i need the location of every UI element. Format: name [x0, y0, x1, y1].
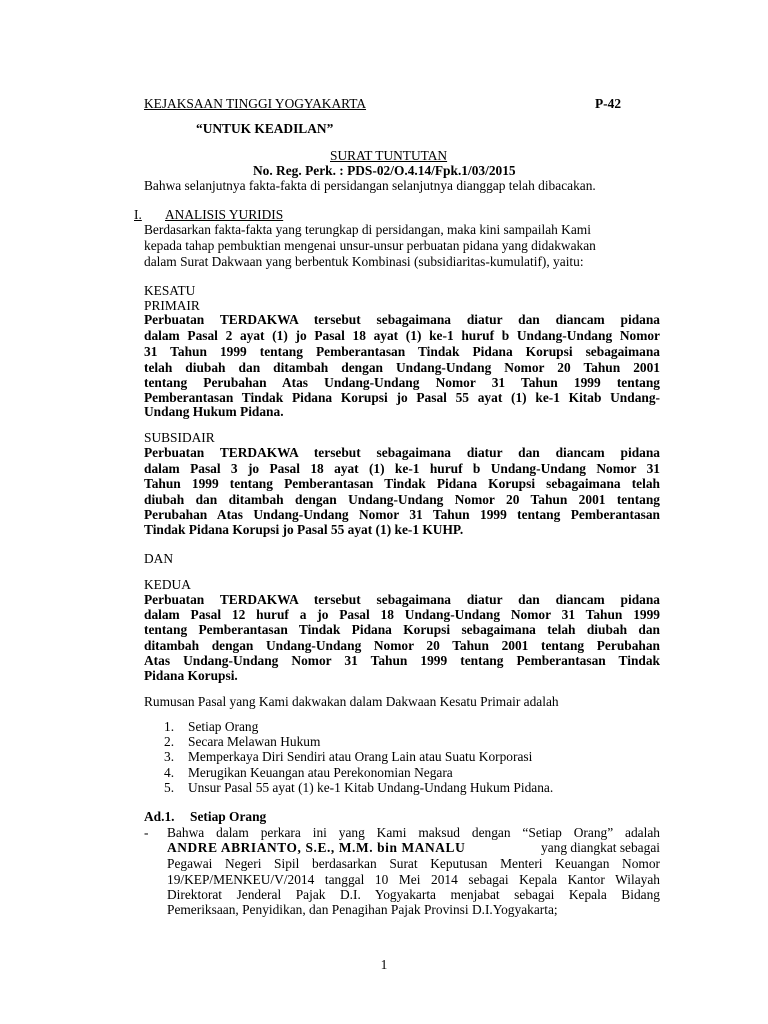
defendant-name: ANDRE ABRIANTO, S.E., M.M. bin MANALU [167, 840, 466, 855]
ad1-line: Direktorat Jenderal Pajak D.I. Yogyakarta menjabat sebagai Kepala Bidang [167, 887, 660, 902]
subsidair-line: diubah dan ditambah dengan Undang-Undang Nomor 20 Tahun 2001 tentang [144, 492, 660, 507]
ad1-line-rest: yang diangkat sebagai [541, 840, 660, 855]
primair-line: 31 Tahun 1999 tentang Pemberantasan Tindak Pidana Korupsi sebagaimana [144, 344, 660, 359]
kedua-line: ditambah dengan Undang-Undang Nomor 20 Tahun 2001 tentang Perubahan [144, 638, 660, 653]
list-number: 2. [164, 734, 175, 749]
ad1-line: 19/KEP/MENKEU/V/2014 tanggal 10 Mei 2014 sebagai Kepala Kantor Wilayah [167, 872, 660, 887]
dash-bullet: - [144, 825, 149, 840]
motto: “UNTUK KEADILAN” [196, 121, 334, 136]
list-item: Unsur Pasal 55 ayat (1) ke-1 Kitab Undang-Undang Hukum Pidana. [188, 780, 554, 795]
primair-line: Perbuatan TERDAKWA tersebut sebagaimana diatur dan diancam pidana [144, 312, 660, 327]
primair-line: Undang Hukum Pidana. [144, 404, 284, 419]
ad1-line: Pemeriksaan, Penyidikan, dan Penagihan Pajak Provinsi D.I.Yogyakarta; [167, 902, 558, 917]
kedua-label: KEDUA [144, 577, 191, 592]
list-number: 3. [164, 749, 175, 764]
list-item: Memperkaya Diri Sendiri atau Orang Lain atau Suatu Korporasi [188, 749, 533, 764]
section-heading: ANALISIS YURIDIS [165, 207, 284, 222]
list-item: Setiap Orang [188, 719, 259, 734]
section-para-line: kepada tahap pembuktian mengenai unsur-unsur perbuatan pidana yang didakwakan [144, 238, 596, 253]
registration-number: No. Reg. Perk. : PDS-02/O.4.14/Fpk.1/03/2015 [253, 163, 516, 178]
dan-label: DAN [144, 551, 174, 566]
list-number: 4. [164, 765, 175, 780]
kesatu-label: KESATU [144, 283, 196, 298]
kedua-line: tentang Pemberantasan Tindak Pidana Korupsi sebagaimana telah diubah dan [144, 622, 660, 637]
form-code: P-42 [595, 96, 622, 111]
ad1-heading: Setiap Orang [190, 809, 267, 824]
page-number: 1 [380, 957, 388, 972]
subsidair-line: Perbuatan TERDAKWA tersebut sebagaimana diatur dan diancam pidana [144, 445, 660, 460]
ad1-line: Bahwa dalam perkara ini yang Kami maksud dengan “Setiap Orang” adalah [167, 825, 660, 840]
subsidair-line: Tindak Pidana Korupsi jo Pasal 55 ayat (1) ke-1 KUHP. [144, 522, 464, 537]
kedua-line: Pidana Korupsi. [144, 668, 238, 683]
section-para-line: Berdasarkan fakta-fakta yang terungkap di persidangan, maka kini sampailah Kami [144, 222, 591, 237]
subsidair-line: Tahun 1999 tentang Pemberantasan Tindak Pidana Korupsi sebagaimana telah [144, 476, 660, 491]
kedua-line: Atas Undang-Undang Nomor 31 Tahun 1999 tentang Pemberantasan Tindak [144, 653, 660, 668]
rumusan-intro: Rumusan Pasal yang Kami dakwakan dalam Dakwaan Kesatu Primair adalah [144, 694, 559, 709]
primair-label: PRIMAIR [144, 298, 200, 313]
kedua-line: dalam Pasal 12 huruf a jo Pasal 18 Undang-Undang Nomor 31 Tahun 1999 [144, 607, 660, 622]
primair-line: tentang Perubahan Atas Undang-Undang Nomor 31 Tahun 1999 tentang [144, 375, 660, 390]
office-name: KEJAKSAAN TINGGI YOGYAKARTA [144, 96, 367, 111]
ad1-label: Ad.1. [144, 809, 175, 824]
subsidair-line: Perubahan Atas Undang-Undang Nomor 31 Tahun 1999 tentang Pemberantasan [144, 507, 660, 522]
section-number: I. [134, 207, 142, 222]
ad1-line: Pegawai Negeri Sipil berdasarkan Surat Keputusan Menteri Keuangan Nomor [167, 856, 660, 871]
primair-line: dalam Pasal 2 ayat (1) jo Pasal 18 ayat (1) ke-1 huruf b Undang-Undang Nomor [144, 328, 660, 343]
list-number: 5. [164, 780, 175, 795]
section-para-line: dalam Surat Dakwaan yang berbentuk Kombinasi (subsidiaritas-kumulatif), yaitu: [144, 254, 584, 269]
kedua-line: Perbuatan TERDAKWA tersebut sebagaimana diatur dan diancam pidana [144, 592, 660, 607]
primair-line: Pemberantasan Tindak Pidana Korupsi jo Pasal 55 ayat (1) ke-1 Kitab Undang- [144, 390, 660, 405]
subsidair-label: SUBSIDAIR [144, 430, 215, 445]
document-title: SURAT TUNTUTAN [330, 148, 448, 163]
list-number: 1. [164, 719, 175, 734]
intro-sentence: Bahwa selanjutnya fakta-fakta di persidangan selanjutnya dianggap telah dibacakan. [144, 178, 596, 193]
list-item: Secara Melawan Hukum [188, 734, 321, 749]
primair-line: telah diubah dan ditambah dengan Undang-Undang Nomor 20 Tahun 2001 [144, 360, 660, 375]
subsidair-line: dalam Pasal 3 jo Pasal 18 ayat (1) ke-1 huruf b Undang-Undang Nomor 31 [144, 461, 660, 476]
list-item: Merugikan Keuangan atau Perekonomian Negara [188, 765, 453, 780]
ad1-line-name [167, 840, 660, 856]
